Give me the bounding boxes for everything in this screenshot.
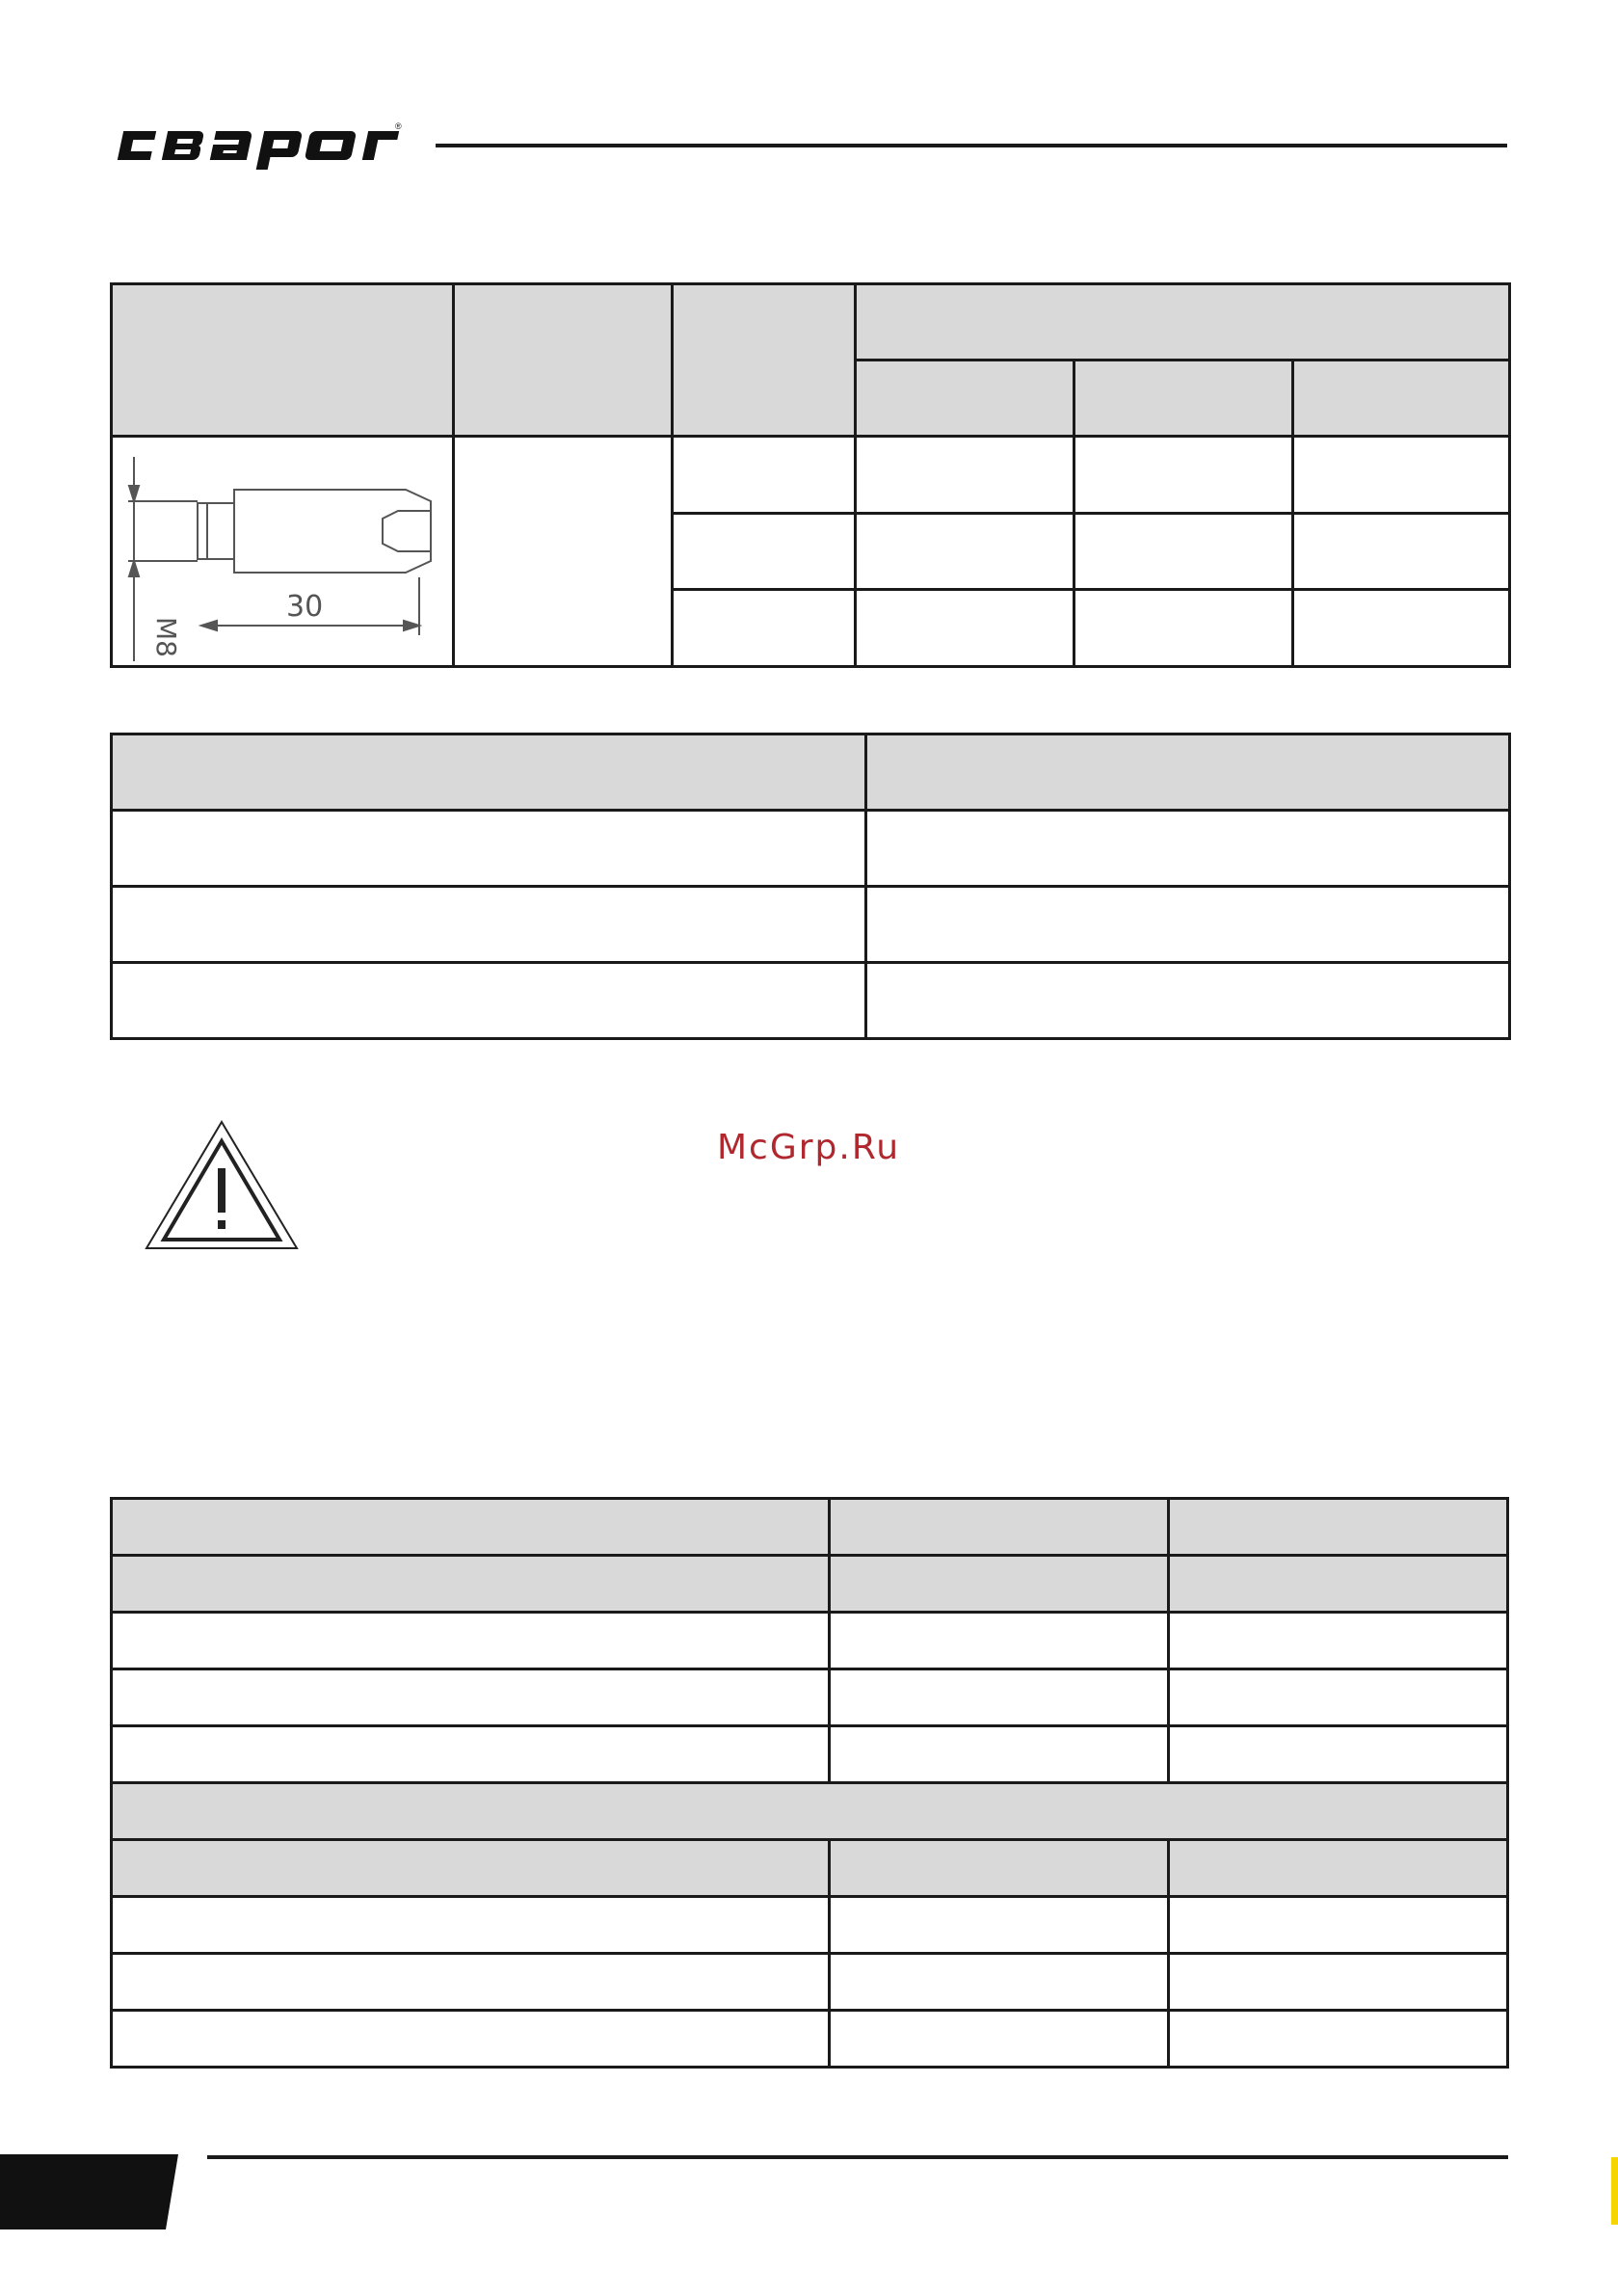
brand-logo — [108, 114, 407, 172]
table-cell — [1074, 513, 1293, 590]
header-cell — [673, 284, 856, 437]
length-dimension-label: 30 — [286, 590, 324, 624]
header-cell — [856, 284, 1510, 360]
table-cell — [1074, 437, 1293, 514]
table-cell — [1169, 1726, 1508, 1783]
table-row — [112, 1783, 1508, 1840]
table-cell — [673, 513, 856, 590]
header-cell — [1074, 360, 1293, 437]
table-cell — [1169, 1897, 1508, 1954]
table-cell — [866, 887, 1510, 963]
tip-drawing-svg — [113, 438, 452, 665]
table-row — [112, 734, 1510, 811]
header-cell — [454, 284, 673, 437]
header-cell — [112, 734, 866, 811]
table-cell — [1293, 513, 1510, 590]
footer-rule — [207, 2155, 1508, 2159]
table-cell — [112, 1954, 830, 2011]
header-cell — [830, 1499, 1169, 1556]
table-row — [112, 811, 1510, 887]
table-cell — [856, 437, 1074, 514]
table-row — [112, 963, 1510, 1039]
header-cell — [1169, 1840, 1508, 1897]
table-cell — [112, 2011, 830, 2068]
page-number-block — [0, 2154, 178, 2229]
contact-tip-drawing — [112, 437, 454, 667]
table-cell — [673, 590, 856, 667]
table-row — [112, 1726, 1508, 1783]
table-cell — [856, 513, 1074, 590]
header-cell — [1293, 360, 1510, 437]
watermark-text: McGrp.Ru — [717, 1128, 901, 1167]
table-cell — [673, 437, 856, 514]
table-cell — [830, 2011, 1169, 2068]
table-cell — [1293, 437, 1510, 514]
table-cell — [830, 1726, 1169, 1783]
table-row — [112, 2011, 1508, 2068]
table-cell — [830, 1669, 1169, 1726]
table-cell — [1169, 2011, 1508, 2068]
table-cell — [1074, 590, 1293, 667]
header-cell — [866, 734, 1510, 811]
table-cell — [454, 437, 673, 667]
header-rule — [436, 144, 1507, 147]
consumables-table — [110, 1497, 1509, 2069]
table-cell — [856, 590, 1074, 667]
table-row — [112, 1840, 1508, 1897]
table-cell — [1169, 1613, 1508, 1669]
header-cell — [112, 284, 454, 437]
registered-mark: ® — [395, 121, 402, 131]
parameter-table — [110, 733, 1511, 1040]
header-cell — [856, 360, 1074, 437]
table-row — [112, 1556, 1508, 1613]
table-row — [112, 1897, 1508, 1954]
table-cell — [830, 1954, 1169, 2011]
table-cell — [112, 1613, 830, 1669]
table-cell — [866, 963, 1510, 1039]
table-cell — [1293, 590, 1510, 667]
section-header-cell — [112, 1783, 1508, 1840]
table-cell — [830, 1897, 1169, 1954]
header-cell — [830, 1556, 1169, 1613]
edge-color-mark — [1611, 2157, 1618, 2225]
warning-triangle-icon — [145, 1120, 299, 1250]
table-row — [112, 437, 1510, 514]
table-row — [112, 887, 1510, 963]
table-cell — [1169, 1669, 1508, 1726]
table-cell — [1169, 1954, 1508, 2011]
thread-dimension-label: M8 — [150, 617, 182, 657]
table-row — [112, 1499, 1508, 1556]
table-cell — [112, 1897, 830, 1954]
table-cell — [830, 1613, 1169, 1669]
header-cell — [112, 1499, 830, 1556]
header-cell — [112, 1840, 830, 1897]
table-cell — [112, 963, 866, 1039]
table-cell — [112, 1669, 830, 1726]
table-cell — [112, 887, 866, 963]
table-cell — [866, 811, 1510, 887]
header-cell — [1169, 1556, 1508, 1613]
table-row — [112, 284, 1510, 360]
header-cell — [112, 1556, 830, 1613]
table-row — [112, 1669, 1508, 1726]
header-cell — [830, 1840, 1169, 1897]
header-cell — [1169, 1499, 1508, 1556]
table-row — [112, 1613, 1508, 1669]
table-cell — [112, 811, 866, 887]
contact-tip-table — [110, 282, 1511, 668]
table-row — [112, 1954, 1508, 2011]
logo-graphic — [108, 114, 407, 172]
table-cell — [112, 1726, 830, 1783]
